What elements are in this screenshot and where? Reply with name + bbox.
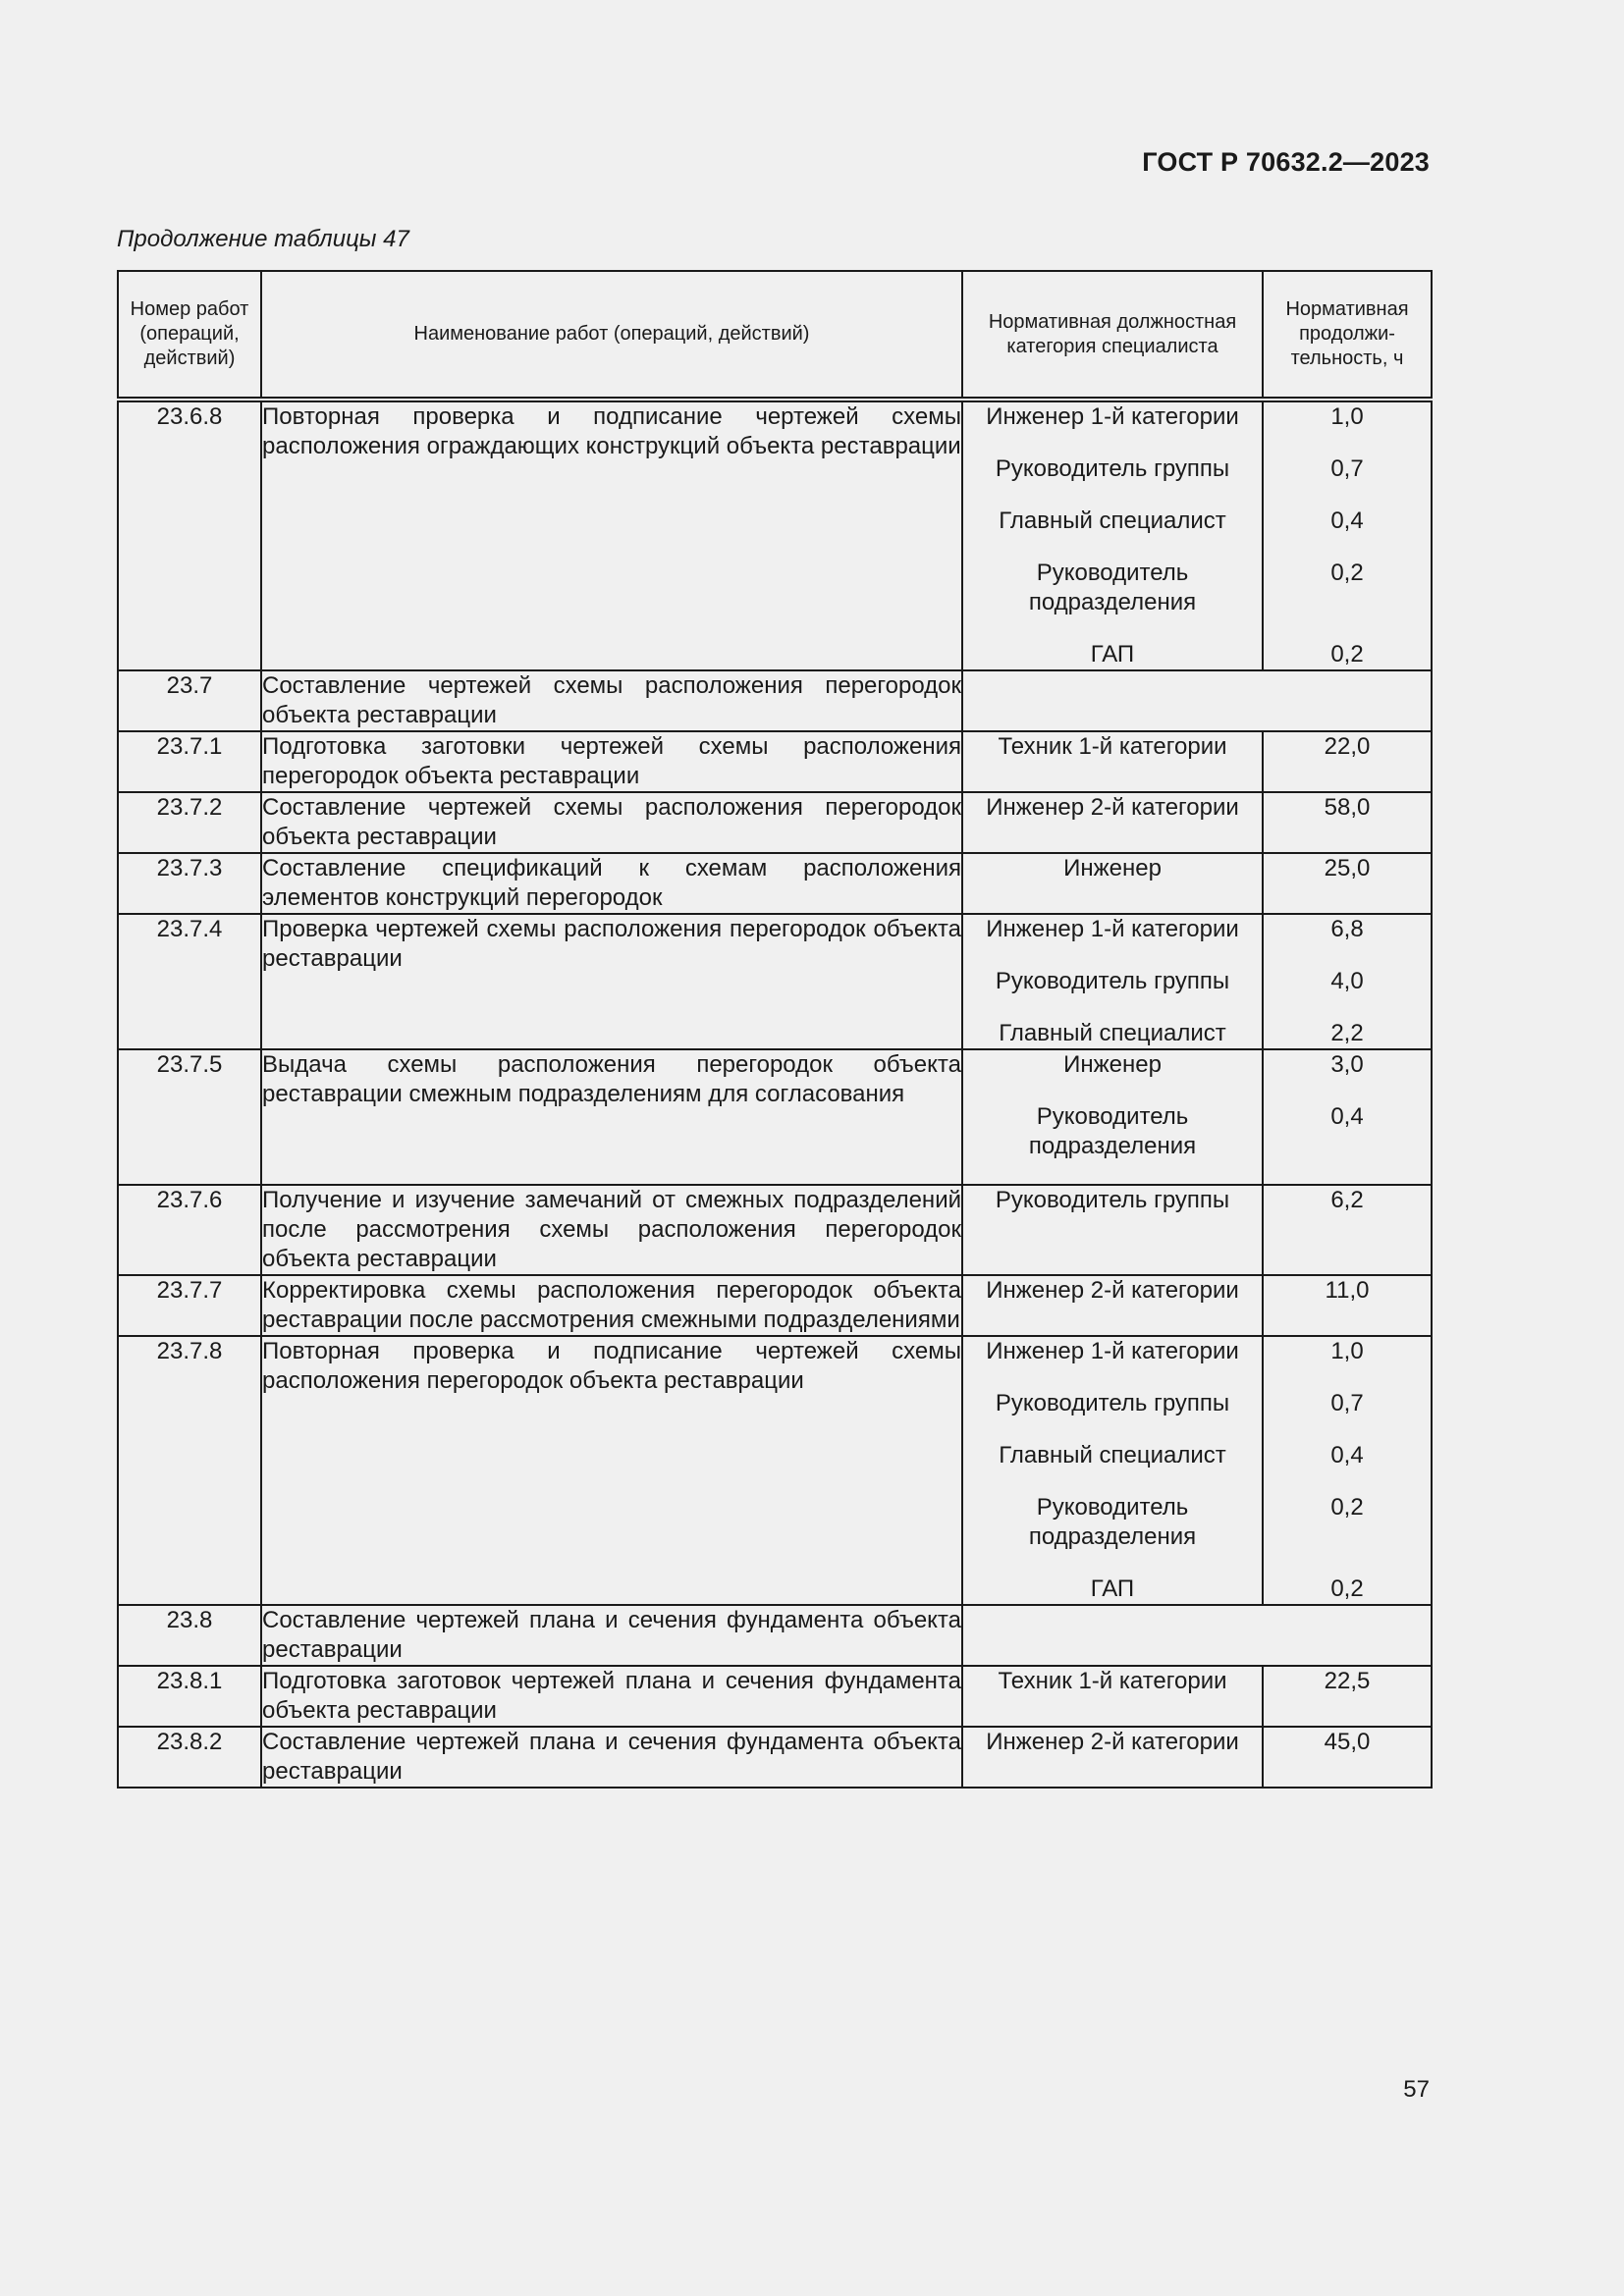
position-cell — [962, 853, 1263, 914]
work-name-cell: Проверка чертежей схемы расположения перегородок объекта реставрации — [261, 914, 962, 1049]
duration-value: 0,4 — [1330, 507, 1364, 534]
work-number-cell: 23.7 — [118, 670, 261, 731]
column-header-number: Номер работ (операций, действий) — [118, 271, 261, 400]
duration-value: 1,0 — [1330, 1338, 1364, 1364]
work-number-cell: 23.8.1 — [118, 1666, 261, 1727]
duration-value: 11,0 — [1325, 1277, 1370, 1304]
duration-value: 22,0 — [1324, 733, 1371, 760]
duration-value: 0,2 — [1330, 560, 1364, 586]
position-label: Техник 1-й категории — [998, 1668, 1227, 1694]
position-cell — [962, 400, 1263, 670]
duration-value: 6,8 — [1330, 916, 1364, 942]
table-row — [118, 1275, 1432, 1336]
position-label: Инженер 2-й категории — [986, 1277, 1239, 1304]
position-label: Руководитель группы — [995, 968, 1230, 994]
work-name-cell: Составление чертежей плана и сечения фундамента объекта реставрации — [261, 1727, 962, 1788]
position-label: Главный специалист — [999, 1442, 1226, 1468]
table-row — [118, 1049, 1432, 1185]
position-label: Инженер 1-й категории — [986, 1338, 1239, 1364]
position-cell — [962, 1049, 1263, 1185]
position-cell — [962, 1666, 1263, 1727]
position-cell — [962, 1275, 1263, 1336]
table-row — [118, 1727, 1432, 1788]
work-name-cell: Повторная проверка и подписание чертежей схемы расположения ограждающих конструкций объекта реставрации — [261, 400, 962, 670]
table-row — [118, 914, 1432, 1049]
position-label: Руководитель группы — [995, 1390, 1230, 1416]
work-name-cell: Составление чертежей схемы расположения перегородок объекта реставрации — [261, 670, 962, 731]
duration-cell — [1263, 1185, 1432, 1275]
duration-cell — [1263, 914, 1432, 1049]
work-number-cell: 23.7.7 — [118, 1275, 261, 1336]
position-label: Инженер — [1063, 855, 1162, 881]
position-label: ГАП — [1090, 641, 1135, 667]
position-cell — [962, 914, 1263, 1049]
table-row — [118, 1666, 1432, 1727]
position-cell — [962, 792, 1263, 853]
table-header-row — [118, 271, 1432, 400]
table-row — [118, 400, 1432, 670]
duration-value: 0,4 — [1330, 1103, 1364, 1130]
duration-value: 3,0 — [1330, 1051, 1364, 1078]
work-number-cell: 23.8 — [118, 1605, 261, 1666]
duration-cell — [1263, 731, 1432, 792]
position-label: Инженер 2-й категории — [986, 794, 1239, 821]
duration-value: 0,7 — [1330, 455, 1364, 482]
work-name-cell: Составление чертежей схемы расположения перегородок объекта реставрации — [261, 792, 962, 853]
table-body — [118, 400, 1432, 1788]
table-caption: Продолжение таблицы 47 — [117, 226, 409, 252]
work-number-cell: 23.7.4 — [118, 914, 261, 1049]
duration-value: 0,2 — [1330, 1494, 1364, 1521]
duration-value: 25,0 — [1324, 855, 1371, 881]
table-row — [118, 1185, 1432, 1275]
work-number-cell: 23.8.2 — [118, 1727, 261, 1788]
table-row — [118, 670, 1432, 731]
position-label: Главный специалист — [999, 1020, 1226, 1046]
document-code: ГОСТ Р 70632.2—2023 — [1142, 147, 1430, 177]
work-number-cell: 23.7.6 — [118, 1185, 261, 1275]
position-label: Инженер — [1063, 1051, 1162, 1078]
column-header-duration: Нормативная продолжи-тельность, ч — [1263, 271, 1432, 400]
column-header-name: Наименование работ (операций, действий) — [261, 271, 962, 400]
work-name-cell: Составление спецификаций к схемам расположения элементов конструкций перегородок — [261, 853, 962, 914]
position-label: Главный специалист — [999, 507, 1226, 534]
duration-cell — [1263, 1049, 1432, 1185]
table-row — [118, 1605, 1432, 1666]
work-name-cell: Корректировка схемы расположения перегородок объекта реставрации после рассмотрения смежными подразделениями — [261, 1275, 962, 1336]
work-name-cell: Получение и изучение замечаний от смежных подразделений после рассмотрения схемы расположения перегородок объекта реставрации — [261, 1185, 962, 1275]
duration-cell — [1263, 1275, 1432, 1336]
duration-value: 0,2 — [1330, 641, 1364, 667]
duration-value: 4,0 — [1330, 968, 1364, 994]
duration-cell — [1263, 1666, 1432, 1727]
work-name-cell: Подготовка заготовок чертежей плана и сечения фундамента объекта реставрации — [261, 1666, 962, 1727]
duration-value: 0,4 — [1330, 1442, 1364, 1468]
work-number-cell: 23.7.8 — [118, 1336, 261, 1605]
position-cell — [962, 731, 1263, 792]
table-row — [118, 853, 1432, 914]
position-label: ГАП — [1090, 1575, 1135, 1602]
duration-cell — [1263, 1727, 1432, 1788]
work-number-cell: 23.7.3 — [118, 853, 261, 914]
position-label: Инженер 1-й категории — [986, 916, 1239, 942]
table-row — [118, 731, 1432, 792]
duration-value: 0,7 — [1330, 1390, 1364, 1416]
position-cell — [962, 1185, 1263, 1275]
work-number-cell: 23.7.2 — [118, 792, 261, 853]
position-label: Руководитель группы — [995, 455, 1230, 482]
work-number-cell: 23.6.8 — [118, 400, 261, 670]
empty-merged-cell — [962, 1605, 1432, 1666]
work-name-cell: Выдача схемы расположения перегородок объекта реставрации смежным подразделениям для согласования — [261, 1049, 962, 1185]
duration-cell — [1263, 792, 1432, 853]
position-cell — [962, 1336, 1263, 1605]
empty-merged-cell — [962, 670, 1432, 731]
duration-cell — [1263, 400, 1432, 670]
duration-value: 0,2 — [1330, 1575, 1364, 1602]
position-label: Руководитель подразделения — [1028, 1494, 1197, 1550]
table-row — [118, 792, 1432, 853]
position-label: Руководитель группы — [995, 1187, 1230, 1213]
work-name-cell: Повторная проверка и подписание чертежей схемы расположения перегородок объекта реставрации — [261, 1336, 962, 1605]
duration-value: 22,5 — [1324, 1668, 1371, 1694]
work-name-cell: Составление чертежей плана и сечения фундамента объекта реставрации — [261, 1605, 962, 1666]
norms-table — [117, 270, 1433, 1789]
position-label: Руководитель подразделения — [1028, 560, 1197, 615]
work-number-cell: 23.7.1 — [118, 731, 261, 792]
table-row — [118, 1336, 1432, 1605]
page-number: 57 — [1403, 2076, 1430, 2103]
duration-cell — [1263, 853, 1432, 914]
position-label: Инженер 2-й категории — [986, 1729, 1239, 1755]
duration-value: 2,2 — [1330, 1020, 1364, 1046]
column-header-position: Нормативная должностная категория специалиста — [962, 271, 1263, 400]
position-label: Руководитель подразделения — [1028, 1103, 1197, 1159]
position-label: Техник 1-й категории — [998, 733, 1227, 760]
work-number-cell: 23.7.5 — [118, 1049, 261, 1185]
duration-value: 45,0 — [1324, 1729, 1371, 1755]
duration-value: 6,2 — [1330, 1187, 1364, 1213]
duration-cell — [1263, 1336, 1432, 1605]
work-name-cell: Подготовка заготовки чертежей схемы расположения перегородок объекта реставрации — [261, 731, 962, 792]
duration-value: 1,0 — [1330, 403, 1364, 430]
duration-value: 58,0 — [1324, 794, 1371, 821]
position-label: Инженер 1-й категории — [986, 403, 1239, 430]
position-cell — [962, 1727, 1263, 1788]
